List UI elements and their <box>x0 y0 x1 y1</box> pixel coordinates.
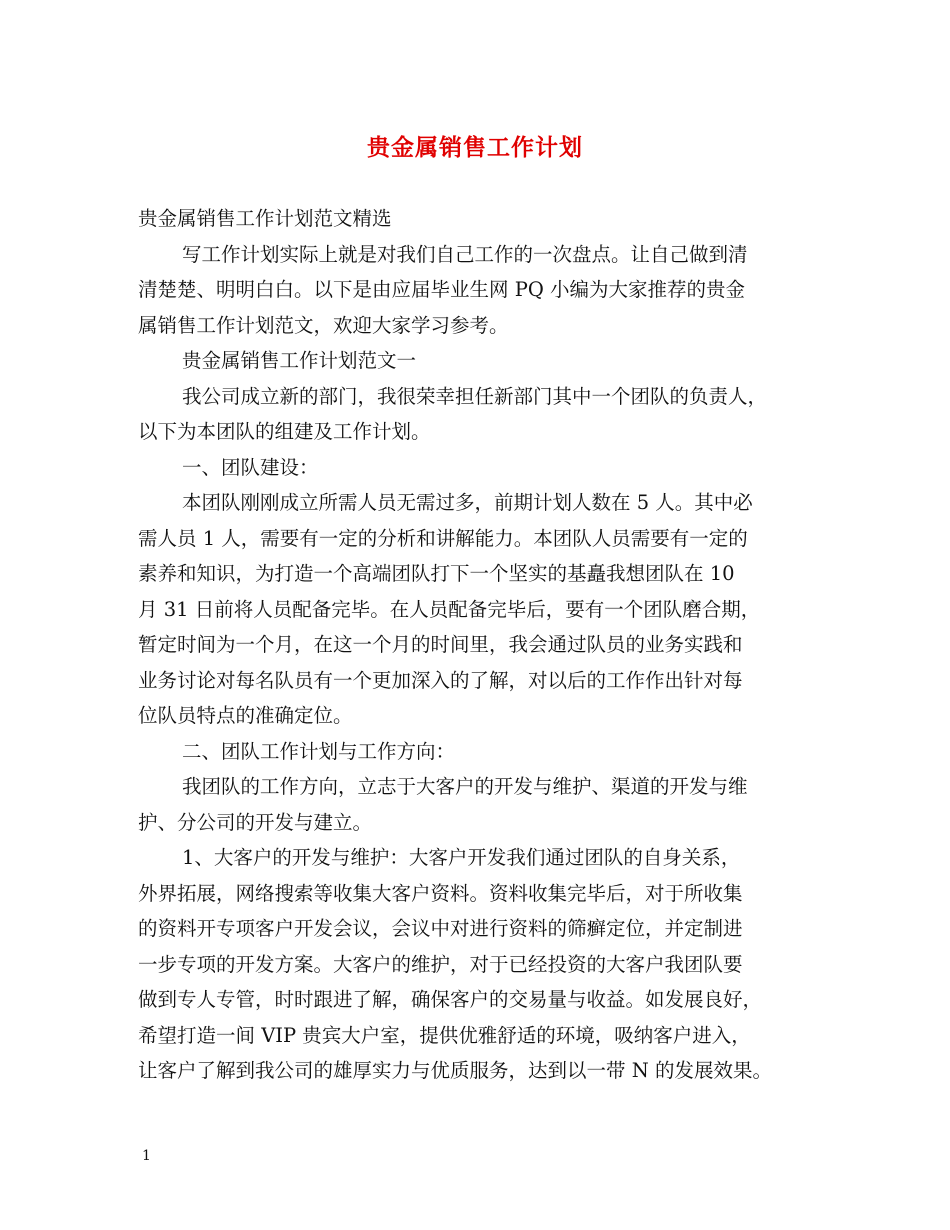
text-line: 素养和知识，为打造一个高端团队打下一个坚实的基矗我想团队在 10 <box>138 562 735 585</box>
text-line: 希望打造一间 VIP 贵宾大户室，提供优雅舒适的环境，吸纳客户进入， <box>138 1023 751 1047</box>
text-line: 写工作计划实际上就是对我们自己工作的一次盘点。让自己做到清 <box>182 242 748 266</box>
text-line: 护、分公司的开发与建立。 <box>138 810 373 834</box>
document-body <box>138 201 830 1089</box>
text-line: 贵金属销售工作计划范文精选 <box>138 207 392 230</box>
text-line: 让客户了解到我公司的雄厚实力与优质服务，达到以一带 N 的发展效果。 <box>138 1059 772 1082</box>
text-line: 一步专项的开发方案。大客户的维护，对于已经投资的大客户我团队要 <box>138 952 743 976</box>
text-line: 属销售工作计划范文，欢迎大家学习参考。 <box>138 313 509 337</box>
text-line: 我公司成立新的部门，我很荣幸担任新部门其中一个团队的负责人， <box>182 384 768 408</box>
document-title: 贵金属销售工作计划 <box>367 134 583 161</box>
page-number: 1 <box>142 1148 151 1164</box>
text-line: 需人员 1 人，需要有一定的分析和讲解能力。本团队人员需要有一定的 <box>138 526 748 550</box>
text-line: 1、大客户的开发与维护：大客户开发我们通过团队的自身关系， <box>182 846 741 869</box>
text-line: 一、团队建设： <box>182 455 319 479</box>
text-line: 做到专人专管，时时跟进了解，确保客户的交易量与收益。如发展良好， <box>138 988 763 1011</box>
text-line: 业务讨论对每名队员有一个更加深入的了解，对以后的工作作出针对每 <box>138 668 743 692</box>
text-line: 二、团队工作计划与工作方向： <box>182 739 456 763</box>
text-line: 贵金属销售工作计划范文一 <box>182 349 417 372</box>
text-line: 位队员特点的准确定位。 <box>138 704 353 727</box>
text-line: 我团队的工作方向，立志于大客户的开发与维护、渠道的开发与维 <box>182 775 748 798</box>
text-line: 月 31 日前将人员配备完毕。在人员配备完毕后，要有一个团队磨合期， <box>138 597 761 621</box>
text-line: 以下为本团队的组建及工作计划。 <box>138 420 431 443</box>
text-line: 清楚楚、明明白白。以下是由应届毕业生网 PQ 小编为大家推荐的贵金 <box>138 278 746 301</box>
text-line: 的资料开专项客户开发会议，会议中对进行资料的筛癣定位，并定制进 <box>138 917 743 940</box>
text-line: 本团队刚刚成立所需人员无需过多，前期计划人数在 5 人。其中必 <box>182 491 753 514</box>
text-line: 外界拓展，网络搜索等收集大客户资料。资料收集完毕后，对于所收集 <box>138 881 743 905</box>
text-line: 暂定时间为一个月，在这一个月的时间里，我会通过队员的业务实践和 <box>138 633 743 656</box>
